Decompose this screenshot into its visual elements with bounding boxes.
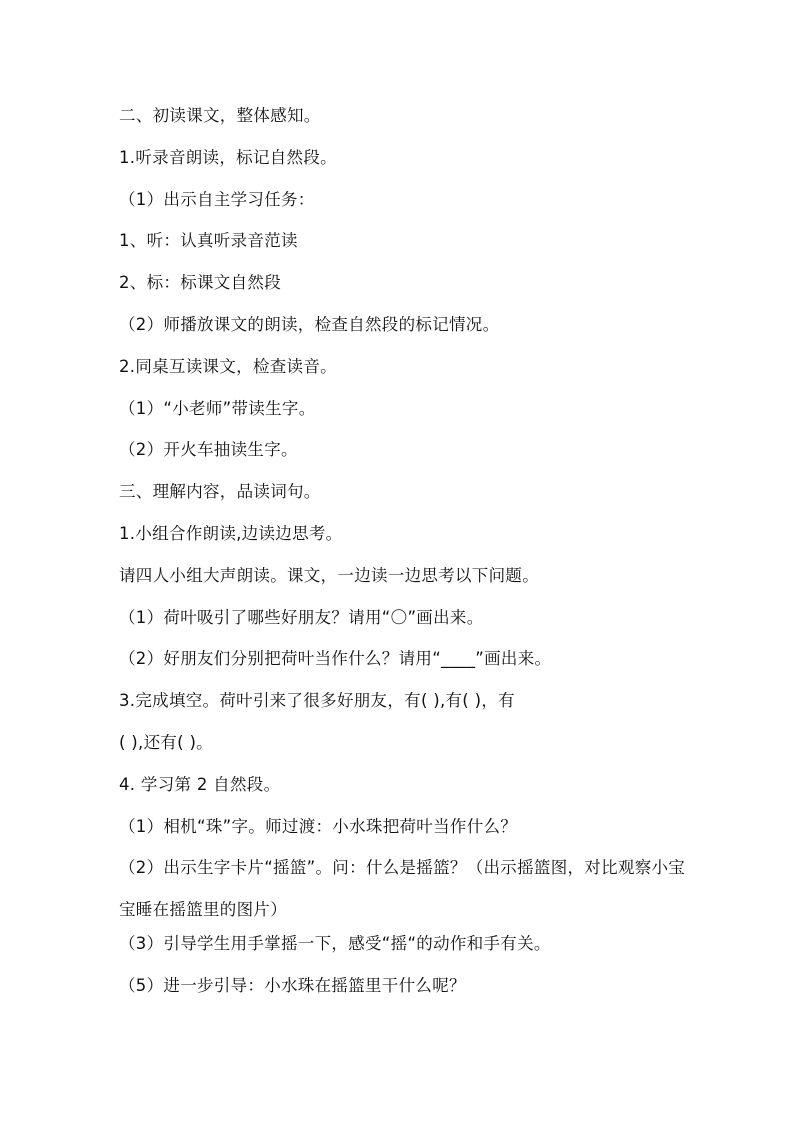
paragraph: 2、标：标课文自然段 — [119, 273, 281, 293]
step-heading: 4. 学习第 2 自然段。 — [119, 774, 281, 794]
fill-in-blank: 3.完成填空。荷叶引来了很多好朋友，有( ),有( )，有 — [119, 691, 515, 711]
step-heading: 1.听录音朗读，标记自然段。 — [119, 147, 337, 167]
paragraph: （1）“小老师”带读生字。 — [119, 398, 316, 418]
paragraph: （2）师播放课文的朗读，检查自然段的标记情况。 — [119, 314, 500, 334]
paragraph: （2）好朋友们分别把荷叶当作什么？请用“____”画出来。 — [119, 649, 552, 669]
fill-in-blank-continued: ( ),还有( )。 — [119, 732, 213, 752]
paragraph: 1、听：认真听录音范读 — [119, 231, 298, 251]
paragraph: （1）相机“珠”字。师过渡：小水珠把荷叶当作什么？ — [119, 816, 518, 836]
paragraph: （2）出示生字卡片“摇篮”。问：什么是摇篮？（出示摇篮图，对比观察小宝宝睡在摇篮里的图片） — [119, 858, 686, 920]
paragraph: （2）开火车抽读生字。 — [119, 440, 298, 460]
paragraph: （3）引导学生用手掌摇一下，感受“摇“的动作和手有关。 — [119, 934, 551, 954]
step-heading: 1.小组合作朗读,边读边思考。 — [119, 523, 343, 543]
document-body — [119, 103, 689, 1015]
section-heading: 二、初读课文，整体感知。 — [119, 106, 321, 125]
paragraph: （1）荷叶吸引了哪些好朋友？请用“〇”画出来。 — [119, 607, 484, 627]
paragraph: （1）出示自主学习任务： — [119, 189, 315, 209]
paragraph: （5）进一步引导：小水珠在摇篮里干什么呢？ — [119, 976, 466, 996]
section-heading: 三、理解内容，品读词句。 — [119, 482, 321, 502]
paragraph: 请四人小组大声朗读。课文，一边读一边思考以下问题。 — [119, 565, 539, 585]
step-heading: 2.同桌互读课文，检查读音。 — [119, 356, 337, 376]
